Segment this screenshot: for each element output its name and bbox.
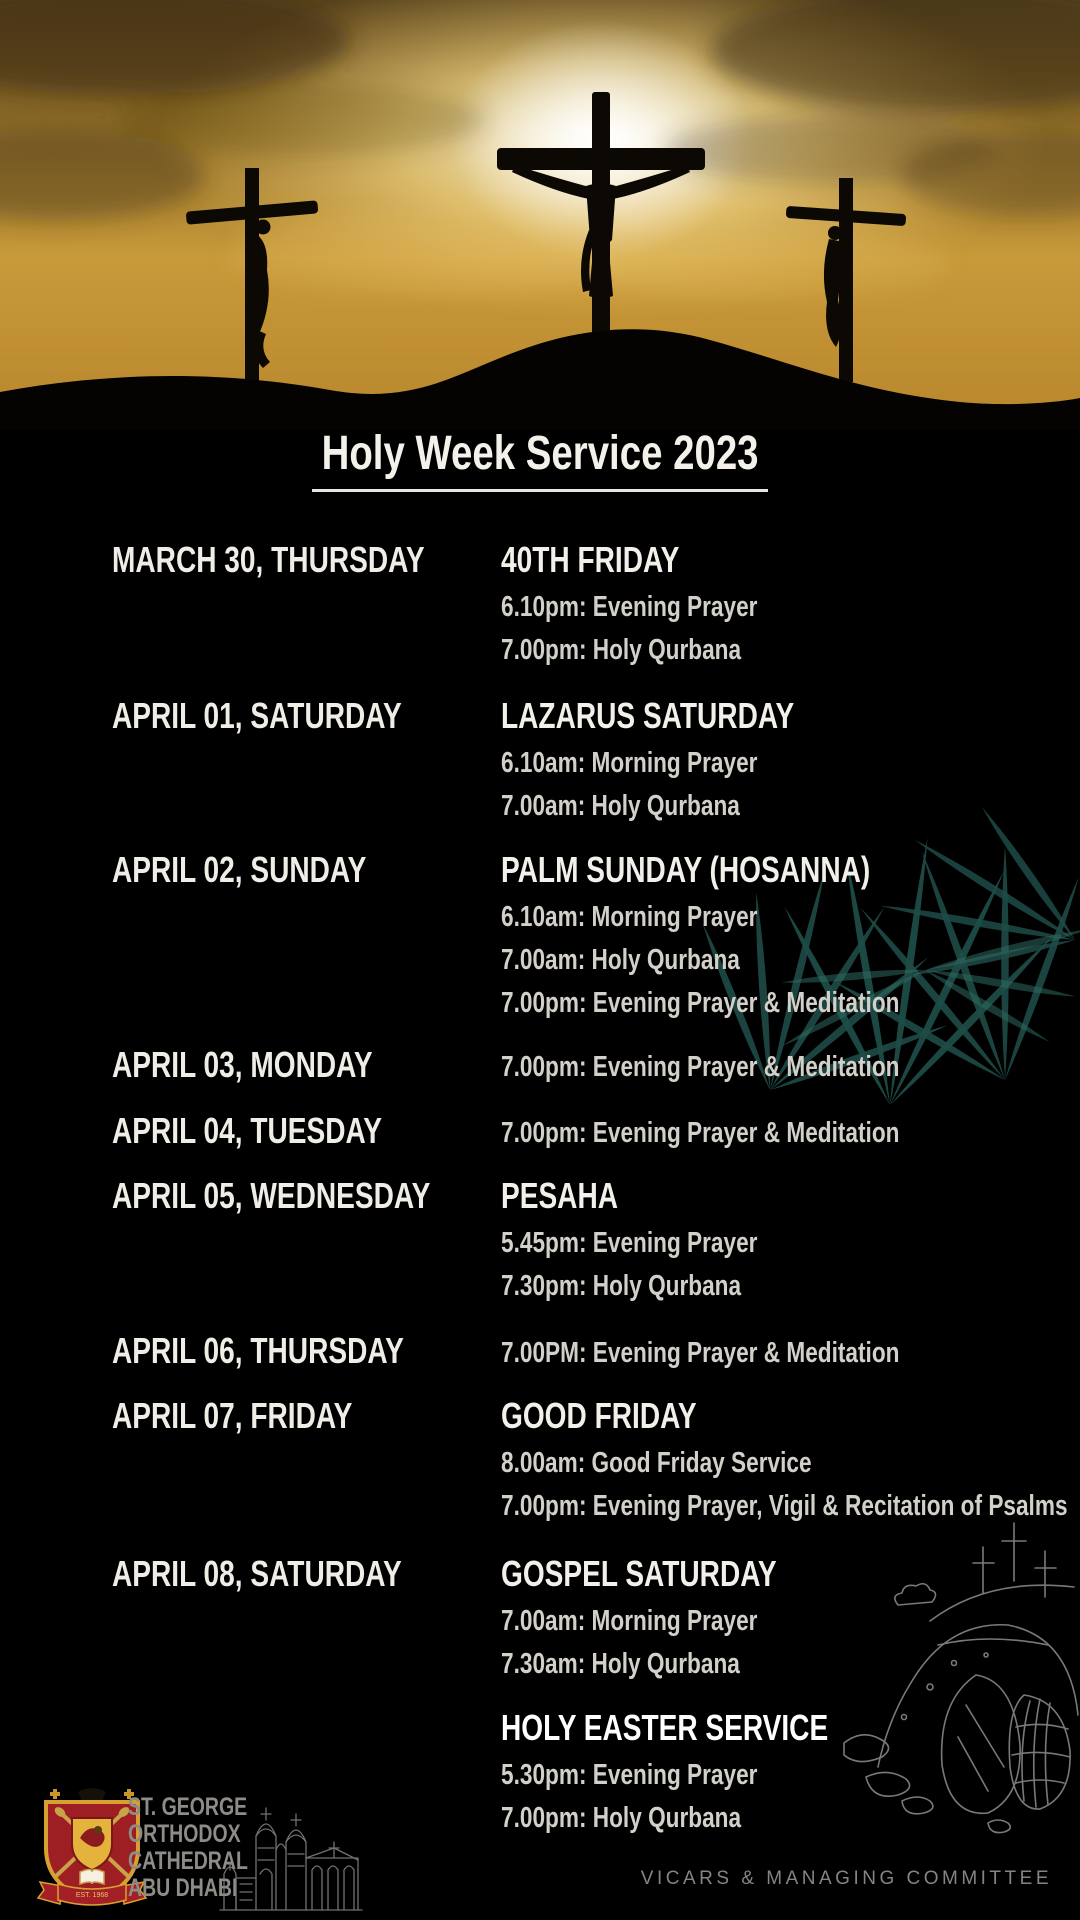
service-title: PESAHA	[501, 1175, 619, 1216]
service-time: 5.30pm: Evening Prayer	[501, 1759, 758, 1791]
service-time: 7.30pm: Holy Qurbana	[501, 1270, 742, 1302]
church-name-line: CATHEDRAL	[128, 1847, 248, 1875]
service-time: 7.30am: Holy Qurbana	[501, 1648, 740, 1680]
cathedral-line-art-icon	[216, 1778, 366, 1918]
crest-ribbon-text: EST. 1968	[75, 1892, 109, 1899]
schedule-date: APRIL 07, FRIDAY	[112, 1395, 353, 1436]
service-title: 40TH FRIDAY	[501, 539, 680, 580]
service-time: 5.45pm: Evening Prayer	[501, 1227, 758, 1259]
service-time: 7.00pm: Holy Qurbana	[501, 1802, 742, 1834]
schedule-date: APRIL 05, WEDNESDAY	[112, 1175, 431, 1216]
service-time: 7.00am: Holy Qurbana	[501, 790, 740, 822]
church-name-line: ST. GEORGE	[128, 1793, 248, 1821]
service-time: 6.10pm: Evening Prayer	[501, 591, 758, 623]
schedule-date: APRIL 08, SATURDAY	[112, 1553, 402, 1594]
service-time: 8.00am: Good Friday Service	[501, 1447, 812, 1479]
committee-credit: VICARS & MANAGING COMMITTEE	[640, 1868, 1052, 1889]
schedule-date: APRIL 01, SATURDAY	[112, 695, 402, 736]
service-title: PALM SUNDAY (HOSANNA)	[501, 849, 871, 890]
service-time: 6.10am: Morning Prayer	[501, 901, 758, 933]
schedule-date: APRIL 02, SUNDAY	[112, 849, 367, 890]
church-name-line: ORTHODOX	[128, 1820, 241, 1848]
service-time: 7.00pm: Holy Qurbana	[501, 634, 742, 666]
schedule-date: APRIL 06, THURSDAY	[112, 1330, 404, 1371]
service-time: 7.00am: Morning Prayer	[501, 1605, 758, 1637]
service-time: 7.00am: Holy Qurbana	[501, 944, 740, 976]
schedule-date: APRIL 03, MONDAY	[112, 1044, 373, 1085]
service-time: 7.00pm: Evening Prayer & Meditation	[501, 987, 900, 1019]
service-time: 7.00pm: Evening Prayer, Vigil & Recitation of Psalms	[501, 1490, 1068, 1522]
schedule-date: APRIL 04, TUESDAY	[112, 1110, 382, 1151]
title-bar	[0, 428, 1080, 492]
service-title: GOSPEL SATURDAY	[501, 1553, 777, 1594]
service-title: GOOD FRIDAY	[501, 1395, 697, 1436]
service-time: 7.00pm: Evening Prayer & Meditation	[501, 1117, 900, 1149]
schedule-date: MARCH 30, THURSDAY	[112, 539, 425, 580]
service-title: LAZARUS SATURDAY	[501, 695, 795, 736]
service-time: 6.10am: Morning Prayer	[501, 747, 758, 779]
service-title: HOLY EASTER SERVICE	[501, 1707, 829, 1748]
footer	[0, 1770, 1080, 1920]
service-time: 7.00PM: Evening Prayer & Meditation	[501, 1337, 900, 1369]
service-time: 7.00pm: Evening Prayer & Meditation	[501, 1051, 900, 1083]
page-title: Holy Week Service 2023	[312, 428, 768, 492]
church-name-line: ABU DHABI	[128, 1874, 238, 1902]
